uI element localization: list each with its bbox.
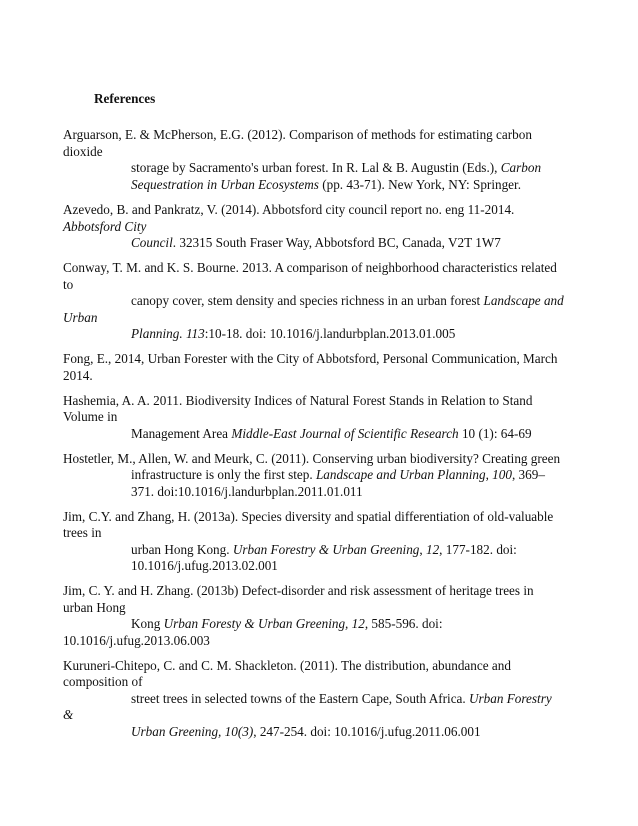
reference-line: Conway, T. M. and K. S. Bourne. 2013. A comparison of neighborhood characteristics related: [63, 260, 557, 275]
reference-line: Hashemia, A. A. 2011. Biodiversity Indices of Natural Forest Stands in Relation to Stand: [63, 393, 533, 408]
reference-line: Kuruneri-Chitepo, C. and C. M. Shackleton. (2011). The distribution, abundance and: [63, 658, 511, 673]
reference-line: Jim, C.Y. and Zhang, H. (2013a). Species diversity and spatial differentiation of old-valuable: [63, 509, 554, 524]
reference-line: storage by Sacramento's urban forest. In R. Lal & B. Augustin (Eds.), Carbon: [131, 160, 542, 175]
reference-line: Volume in: [63, 409, 118, 424]
reference-line: 2014.: [63, 368, 93, 383]
reference-line: Management Area Middle-East Journal of Scientific Research 10 (1): 64-69: [131, 426, 532, 441]
reference-line: composition of: [63, 674, 143, 689]
references-heading: References: [94, 91, 156, 106]
reference-line: to: [63, 277, 74, 292]
reference-line: urban Hong: [63, 600, 126, 615]
reference-line: Arguarson, E. & McPherson, E.G. (2012). Comparison of methods for estimating carbon: [63, 127, 532, 142]
reference-line: 371. doi:10.1016/j.landurbplan.2011.01.011: [131, 484, 363, 499]
reference-line: Jim, C. Y. and H. Zhang. (2013b) Defect-disorder and risk assessment of heritage trees in: [63, 583, 534, 598]
reference-line: Hostetler, M., Allen, W. and Meurk, C. (2011). Conserving urban biodiversity? Creating green: [63, 451, 561, 466]
reference-line: Sequestration in Urban Ecosystems (pp. 43-71). New York, NY: Springer.: [131, 177, 521, 192]
reference-line: Urban: [63, 310, 98, 325]
reference-line: Planning. 113:10-18. doi: 10.1016/j.landurbplan.2013.01.005: [131, 326, 456, 341]
reference-line: &: [63, 707, 74, 722]
reference-line: Abbotsford City: [63, 219, 147, 234]
reference-line: trees in: [63, 525, 102, 540]
reference-line: dioxide: [63, 144, 103, 159]
reference-line: infrastructure is only the first step. Landscape and Urban Planning, 100, 369–: [131, 467, 545, 482]
reference-line: canopy cover, stem density and species richness in an urban forest Landscape and: [131, 293, 564, 308]
reference-line: 10.1016/j.ufug.2013.06.003: [63, 633, 210, 648]
reference-line: urban Hong Kong. Urban Forestry & Urban Greening, 12, 177-182. doi:: [131, 542, 517, 557]
reference-line: Kong Urban Foresty & Urban Greening, 12, 585-596. doi:: [131, 616, 443, 631]
reference-line: street trees in selected towns of the Eastern Cape, South Africa. Urban Forestry: [131, 691, 552, 706]
reference-line: Azevedo, B. and Pankratz, V. (2014). Abbotsford city council report no. eng 11-2014.: [63, 202, 515, 217]
reference-line: Urban Greening, 10(3), 247-254. doi: 10.1016/j.ufug.2011.06.001: [131, 724, 481, 739]
reference-line: 10.1016/j.ufug.2013.02.001: [131, 558, 278, 573]
reference-line: Council. 32315 South Fraser Way, Abbotsford BC, Canada, V2T 1W7: [131, 235, 501, 250]
reference-line: Fong, E., 2014, Urban Forester with the City of Abbotsford, Personal Communication, March: [63, 351, 558, 366]
